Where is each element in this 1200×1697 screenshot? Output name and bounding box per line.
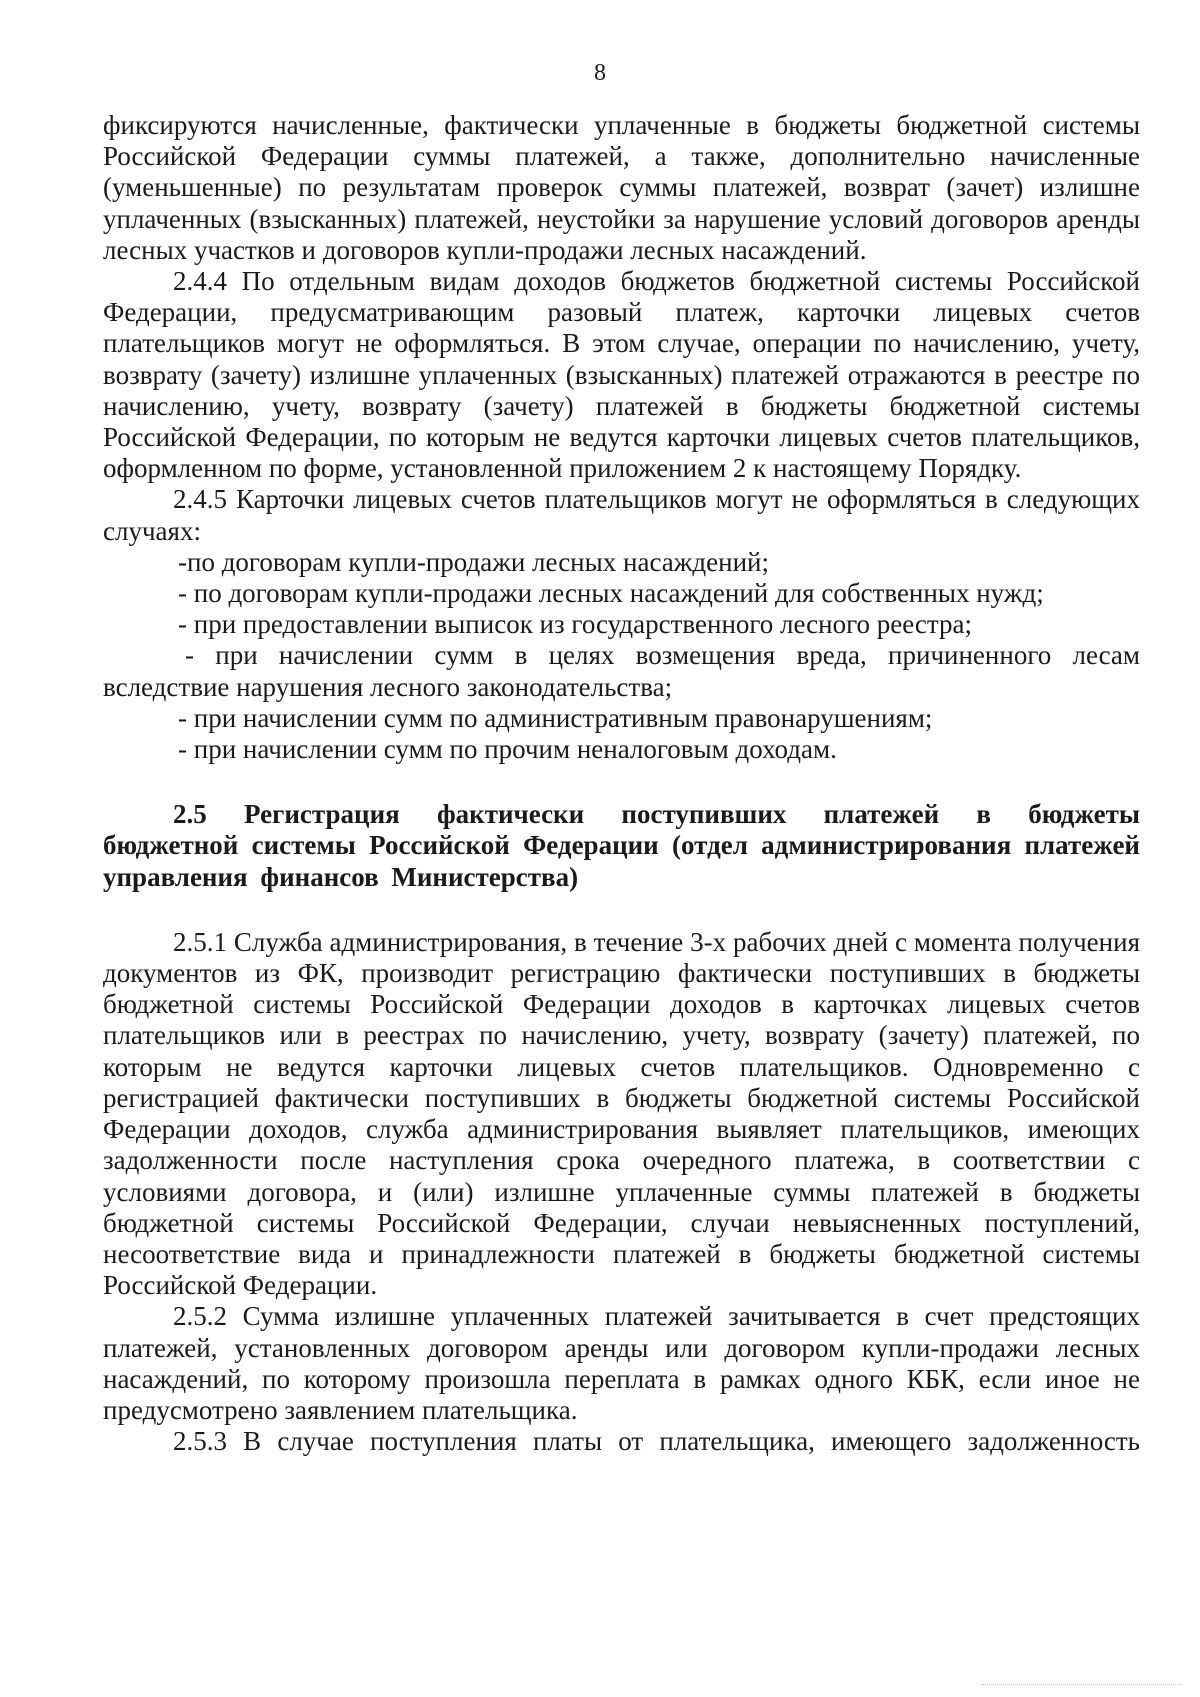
paragraph-2-5-1: 2.5.1 Служба администрирования, в течение 3-х рабочих дней с момента получения документов из ФК, производит регистрацию фактически поступивших в бюджеты бюджетной системы Российской Федерации доходов в карточках лицевых счетов плательщиков или в реестрах по начислению, учету, возврату (зачету) платежей, по которым не ведутся карточки лицевых счетов плательщиков. Одновременно с регистрацией фактически поступивших в бюджеты бюджетной системы Российской Федерации доходов, служба администрирования выявляет плательщиков, имеющих задолженности после наступления срока очередного платежа, в соответствии с условиями договора, и (или) излишне уплаченные суммы платежей в бюджеты бюджетной системы Российской Федерации, случаи невыясненных поступлений, несоответствие вида и принадлежности платежей в бюджеты бюджетной системы Российской Федерации. [103,926,1140,1301]
document-body [103,110,1140,1457]
paragraph-2-5-3: 2.5.3 В случае поступления платы от плательщика, имеющего задолженность [173,1426,1140,1457]
list-item: - при начислении сумм в целях возмещения вреда, причиненного лесам вследствие нарушения лесного законодательства; [103,640,1140,702]
scan-edge-divider [982,1684,1182,1685]
list-item: - при начислении сумм по административным правонарушениям; [178,702,933,733]
list-item: -по договорам купли-продажи лесных насаждений; [178,546,769,577]
list-item: - по договорам купли-продажи лесных насаждений для собственных нужд; [178,578,1044,609]
list-item: - при предоставлении выписок из государственного лесного реестра; [178,609,973,640]
paragraph-2-5-2: 2.5.2 Сумма излишне уплаченных платежей зачитывается в счет предстоящих платежей, установленных договором аренды или договором купли-продажи лесных насаждений, по которому произошла переплата в рамках одного КБК, если иное не предусмотрено заявлением плательщика. [103,1301,1140,1425]
paragraph-continuation: фиксируются начисленные, фактически уплаченные в бюджеты бюджетной системы Российской Федерации суммы платежей, а также, дополнительно начисленные (уменьшенные) по результатам проверок суммы платежей, возврат (зачет) излишне уплаченных (взысканных) платежей, неустойки за нарушение условий договоров аренды лесных участков и договоров купли-продажи лесных насаждений. [103,110,1140,265]
section-heading-2-5: 2.5 Регистрация фактически поступивших платежей в бюджеты бюджетной системы Российской Федерации (отдел администрирования платежей управления финансов Министерства) [103,799,1140,892]
page-number: 8 [594,60,606,86]
paragraph-2-4-5: 2.4.5 Карточки лицевых счетов плательщиков могут не оформляться в следующих случаях: [103,484,1140,546]
list-item: - при начислении сумм по прочим неналоговым доходам. [178,734,837,765]
paragraph-2-4-4: 2.4.4 По отдельным видам доходов бюджетов бюджетной системы Российской Федерации, предусматривающим разовый платеж, карточки лицевых счетов плательщиков могут не оформляться. В этом случае, операции по начислению, учету, возврату (зачету) излишне уплаченных (взысканных) платежей отражаются в реестре по начислению, учету, возврату (зачету) платежей в бюджеты бюджетной системы Российской Федерации, по которым не ведутся карточки лицевых счетов плательщиков, оформленном по форме, установленной приложением 2 к настоящему Порядку. [103,266,1140,484]
